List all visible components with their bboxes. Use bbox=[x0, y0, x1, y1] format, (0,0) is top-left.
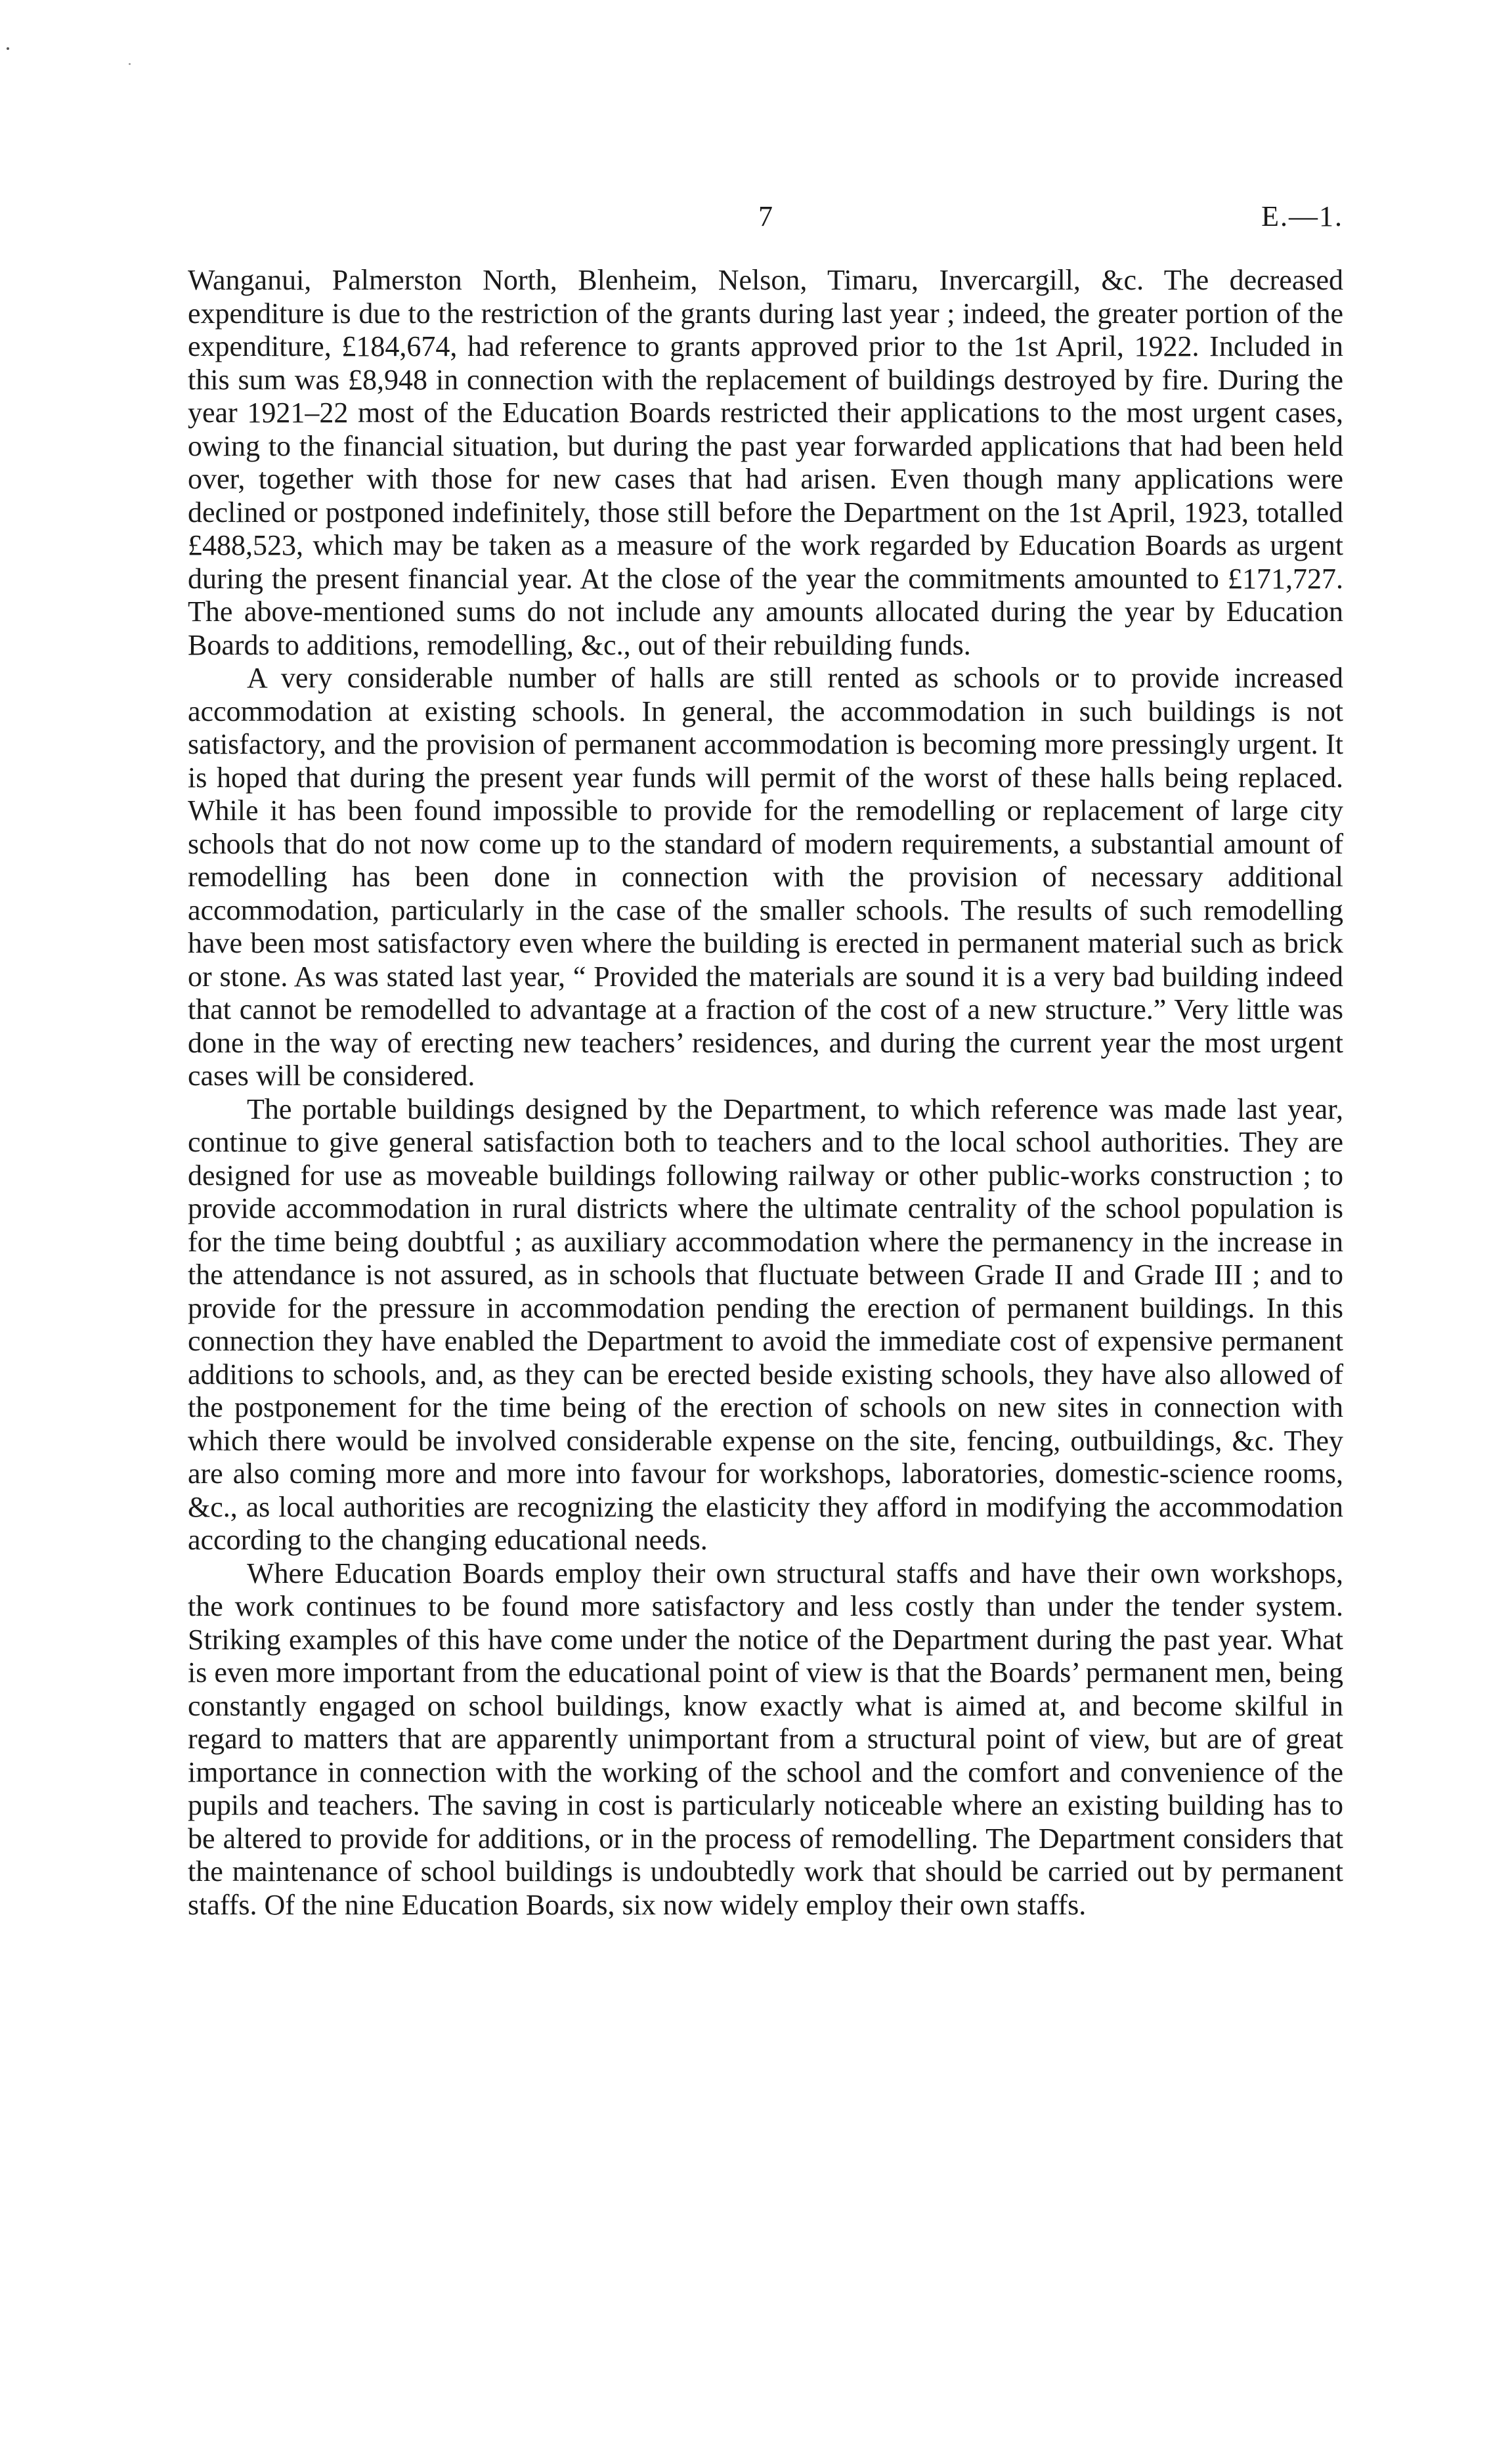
document-reference: E.—1. bbox=[1261, 200, 1343, 232]
page-header bbox=[188, 197, 1343, 236]
scan-speck-mark bbox=[7, 47, 9, 50]
body-text bbox=[188, 264, 1343, 1922]
paragraph-portable-buildings: The portable buildings designed by the Department, to which reference was made last year, continue to give general satisfaction both to teachers and to the local school authorities. They are designed for use as moveable buildings following railway or other public-works construction ; to provide accommodation in rural districts where the ultimate centrality of the school population is for the time being doubtful ; as auxiliary accommodation where the permanency in the increase in the attendance is not assured, as in schools that fluctuate between Grade II and Grade III ; and to provide for the pressure in accommodation pending the erection of permanent buildings. In this connection they have enabled the Department to avoid the immediate cost of expensive permanent additions to schools, and, as they can be erected beside existing schools, they have also allowed of the postponement for the time being of the erection of schools on new sites in connection with which there would be involved considerable expense on the site, fencing, outbuildings, &c. They are also coming more and more into favour for workshops, laboratories, domestic-science rooms, &c., as local authorities are recognizing the elasticity they afford in modifying the accommodation according to the changing educational needs. bbox=[188, 1092, 1343, 1556]
paragraph-building-expenditure: Wanganui, Palmerston North, Blenheim, Nelson, Timaru, Invercargill, &c. The decreased expenditure is due to the restriction of the grants during last year ; indeed, the greater portion of the expenditure, £184,674, had reference to grants approved prior to the 1st April, 1922. Included in this sum was £8,948 in connection with the replacement of buildings destroyed by fire. During the year 1921–22 most of the Education Boards restricted their applications to the most urgent cases, owing to the financial situation, but during the past year forwarded applications that had been held over, together with those for new cases that had arisen. Even though many applications were declined or postponed indefinitely, those still before the Department on the 1st April, 1923, totalled £488,523, which may be taken as a measure of the work regarded by Education Boards as urgent during the present financial year. At the close of the year the commitments amounted to £171,727. The above-mentioned sums do not include any amounts allocated during the year by Education Boards to additions, remodelling, &c., out of their rebuilding funds. bbox=[188, 264, 1343, 661]
page-number: 7 bbox=[758, 200, 773, 232]
paragraph-rented-halls: A very considerable number of halls are still rented as schools or to provide increased accommodation at existing schools. In general, the accommodation in such buildings is not satisfactory, and the provision of permanent accommodation is becoming more pressingly urgent. It is hoped that during the present year funds will permit of the worst of these halls being replaced. While it has been found impossible to provide for the remodelling or replacement of large city schools that do not now come up to the standard of modern requirements, a substantial amount of remodelling has been done in connection with the provision of necessary additional accommodation, particularly in the case of the smaller schools. The results of such remodelling have been most satisfactory even where the building is erected in permanent material such as brick or stone. As was stated last year, “ Provided the materials are sound it is a very bad building indeed that cannot be remodelled to advantage at a fraction of the cost of a new structure.” Very little was done in the way of erecting new teachers’ residences, and during the current year the most urgent cases will be considered. bbox=[188, 662, 1343, 1092]
paragraph-structural-staffs: Where Education Boards employ their own structural staffs and have their own workshops, the work continues to be found more satisfactory and less costly than under the tender system. Striking examples of this have come under the notice of the Department during the past year. What is even more important from the educational point of view is that the Boards’ permanent men, being constantly engaged on school buildings, know exactly what is aimed at, and become skilful in regard to matters that are apparently unimportant from a structural point of view, but are of great importance in connection with the working of the school and the comfort and convenience of the pupils and teachers. The saving in cost is particularly noticeable where an existing building has to be altered to provide for additions, or in the process of remodelling. The Department considers that the maintenance of school buildings is undoubtedly work that should be carried out by permanent staffs. Of the nine Education Boards, six now widely employ their own staffs. bbox=[188, 1557, 1343, 1921]
scan-speck-mark bbox=[129, 63, 131, 65]
